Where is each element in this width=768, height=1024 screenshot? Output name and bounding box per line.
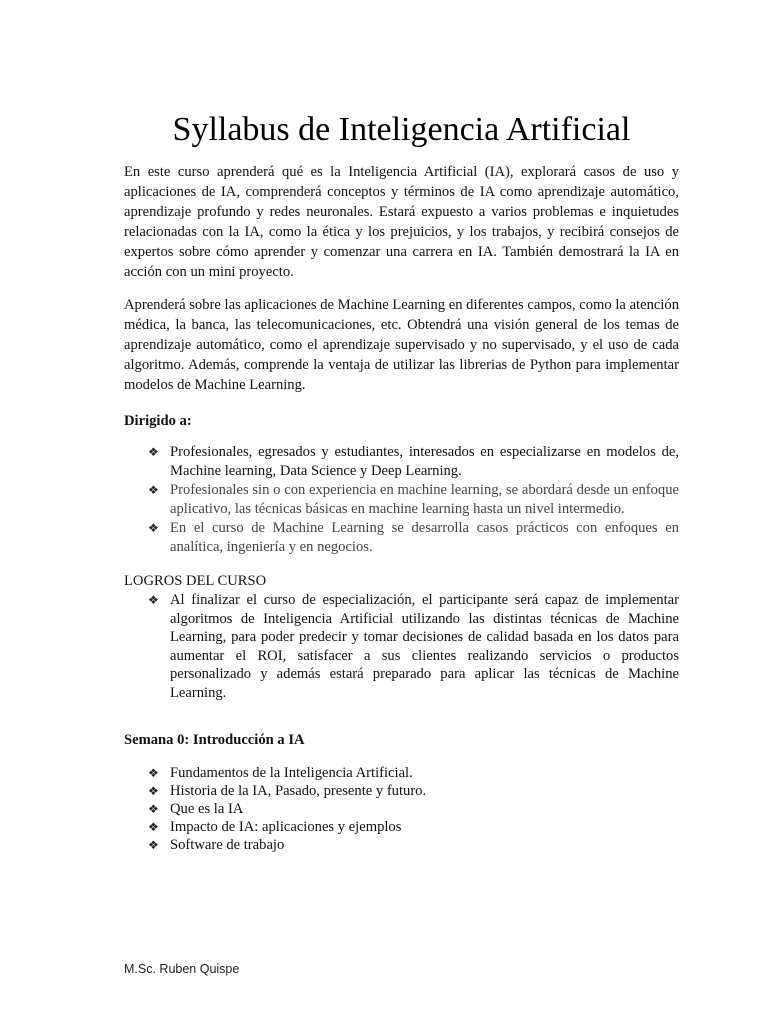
page-title: Syllabus de Inteligencia Artificial <box>172 111 631 148</box>
diamond-bullet-icon: ❖ <box>148 766 159 780</box>
diamond-bullet-icon: ❖ <box>148 593 159 607</box>
list-item: ❖ Impacto de IA: aplicaciones y ejemplos <box>148 819 402 835</box>
list-item: ❖ Historia de la IA, Pasado, presente y futuro. <box>148 783 427 799</box>
dirigido-heading: Dirigido a: <box>124 413 192 429</box>
intro-paragraph-2: Aprenderá sobre las aplicaciones de Machine Learning en diferentes campos, como la atención médica, la banca, las telecomunicaciones, etc. Obtendrá una visión general de los temas de aprendizaje automático, como el aprendizaje supervisado y no supervisado, y el uso de cada algoritmo. Además, comprende la ventaja de utilizar las librerias de Python para implementar modelos de Machine Learning. <box>124 297 679 393</box>
semana0-heading: Semana 0: Introducción a IA <box>124 732 305 748</box>
semana0-list <box>124 764 679 854</box>
list-item: ❖ Al finalizar el curso de especialización, el participante será capaz de implementar algoritmos de Inteligencia Artificial utilizando las distintas técnicas de Machine Learning, para poder predecir y tomar decisiones de calidad basada en los datos para aumentar el ROI, satisfacer a sus clientes realizando servicios o productos personalizado y además estará preparado para aplicar las técnicas de Machine Learning. <box>148 592 679 701</box>
list-item: ❖ Fundamentos de la Inteligencia Artificial. <box>148 765 413 781</box>
diamond-bullet-icon: ❖ <box>148 445 159 459</box>
diamond-bullet-icon: ❖ <box>148 483 159 497</box>
list-item: ❖ Profesionales sin o con experiencia en machine learning, se abordará desde un enfoque aplicativo, las técnicas básicas en machine learning hasta un nivel intermedio. <box>148 482 679 517</box>
list-item: ❖ Software de trabajo <box>148 837 285 853</box>
diamond-bullet-icon: ❖ <box>148 838 159 852</box>
diamond-bullet-icon: ❖ <box>148 521 159 535</box>
footer-author: M.Sc. Ruben Quispe <box>124 962 240 976</box>
diamond-bullet-icon: ❖ <box>148 802 159 816</box>
logros-list <box>124 591 679 702</box>
list-item: ❖ En el curso de Machine Learning se desarrolla casos prácticos con enfoques en analítica, ingeniería y en negocios. <box>148 520 679 555</box>
dirigido-list <box>124 443 679 557</box>
logros-heading: LOGROS DEL CURSO <box>124 573 267 589</box>
list-item: ❖ Profesionales, egresados y estudiantes, interesados en especializarse en modelos de, Machine learning, Data Science y Deep Learning. <box>148 444 679 479</box>
document-page <box>124 108 679 854</box>
intro-paragraph-1: En este curso aprenderá qué es la Inteligencia Artificial (IA), explorará casos de uso y aplicaciones de IA, comprenderá conceptos y términos de IA como aprendizaje automático, aprendizaje profundo y redes neuronales. Estará expuesto a varios problemas e inquietudes relacionadas con la IA, como la ética y los prejuicios, y los trabajos, y recibirá consejos de expertos sobre cómo aprender y comenzar una carrera en IA. También demostrará la IA en acción con un mini proyecto. <box>124 164 679 280</box>
list-item: ❖ Que es la IA <box>148 801 244 817</box>
diamond-bullet-icon: ❖ <box>148 820 159 834</box>
diamond-bullet-icon: ❖ <box>148 784 159 798</box>
